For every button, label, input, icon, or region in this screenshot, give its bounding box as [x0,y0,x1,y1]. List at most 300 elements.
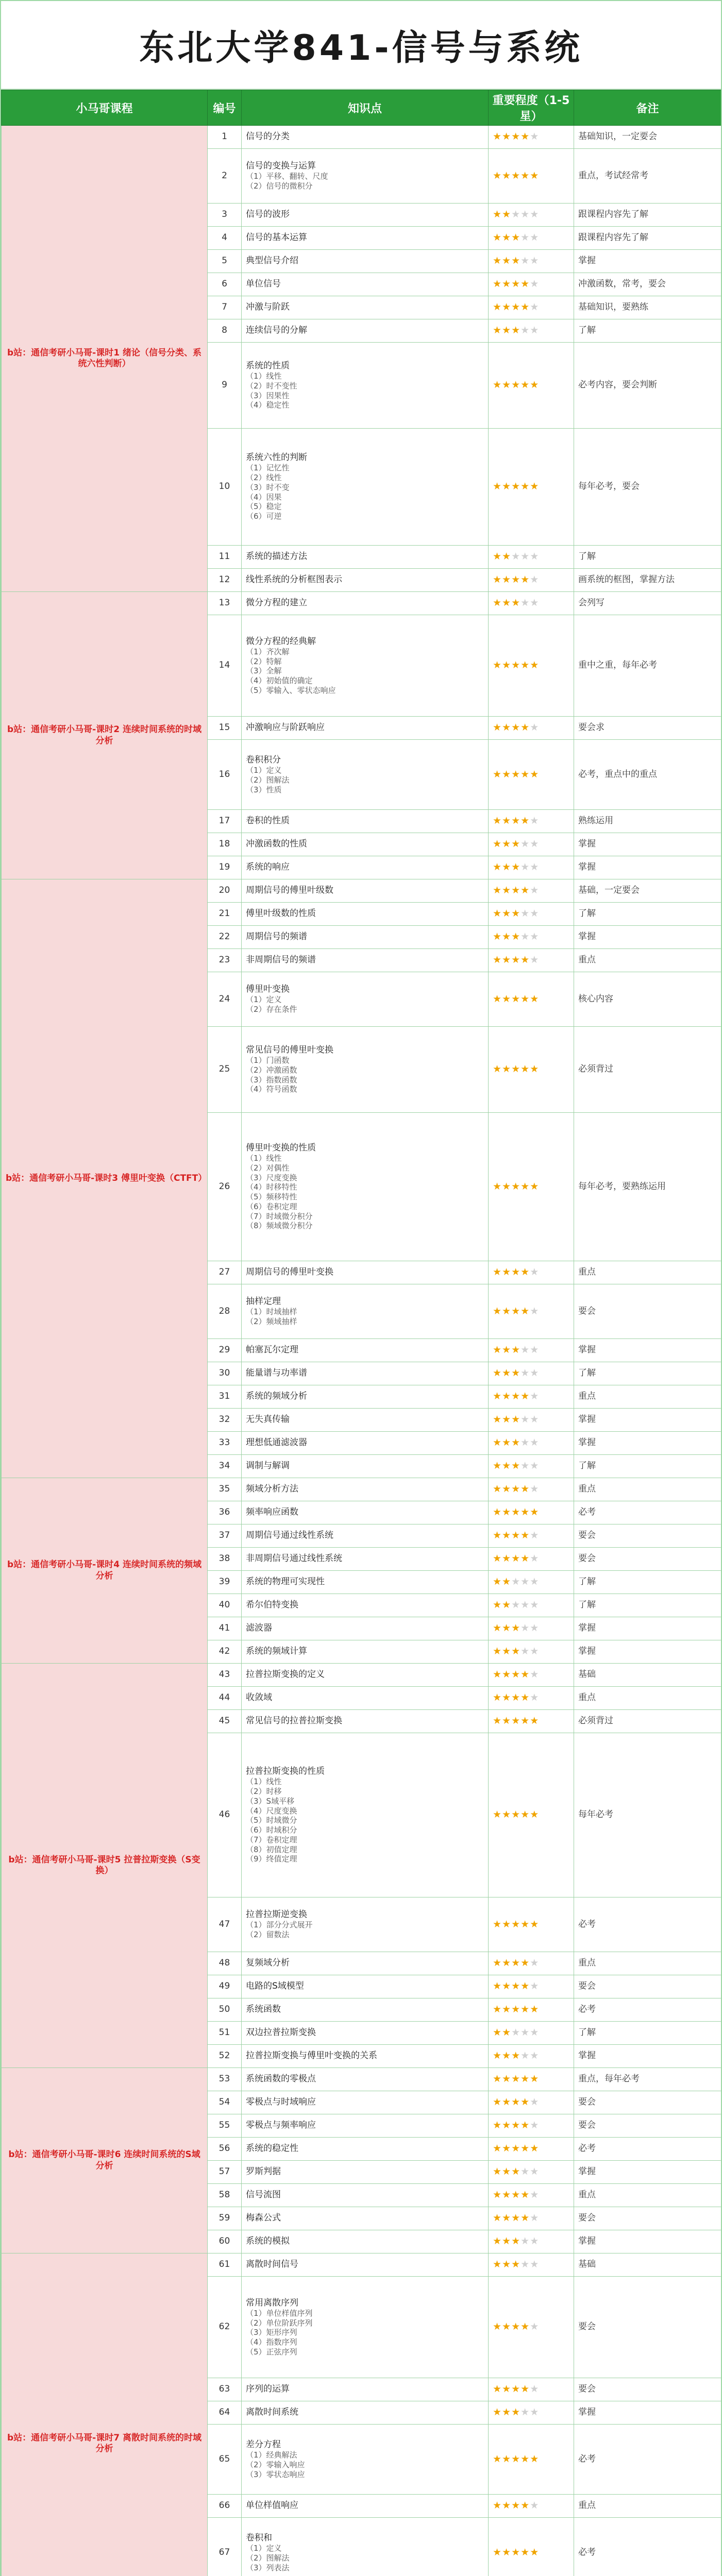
star-icon: ★ [502,1576,512,1588]
star-icon: ★ [493,722,502,734]
star-icon: ★ [493,2500,502,2512]
star-icon: ★ [502,1460,512,1472]
importance-rating [489,273,574,296]
star-icon: ★ [511,1715,521,1727]
row-number: 47 [208,1897,242,1952]
star-icon: ★ [520,301,530,313]
knowledge-point-title: 序列的运算 [246,2384,290,2395]
importance-rating [489,1617,574,1640]
star-icon: ★ [511,861,521,873]
knowledge-point-cell [242,1710,489,1733]
star-icon: ★ [520,1530,530,1541]
star-icon: ★ [530,1305,540,1317]
note-cell: 基础知识，要熟练 [574,296,721,319]
note-cell: 掌握 [574,926,721,949]
row-number: 25 [208,1027,242,1113]
note-cell: 掌握 [574,1640,721,1664]
star-icon: ★ [511,722,521,734]
importance-rating [489,319,574,343]
header-number: 编号 [208,90,242,126]
note-cell: 掌握 [574,2230,721,2253]
star-icon: ★ [493,768,502,780]
star-icon: ★ [530,209,540,221]
star-icon: ★ [520,1344,530,1356]
row-number: 38 [208,1548,242,1571]
star-icon: ★ [511,2189,521,2201]
knowledge-point-title: 单位样值响应 [246,2500,298,2511]
star-icon: ★ [511,301,521,313]
star-icon: ★ [530,2453,540,2465]
star-icon: ★ [502,908,512,920]
note-cell: 基础知识，一定要会 [574,126,721,149]
star-icon: ★ [493,1599,502,1611]
star-icon: ★ [530,170,540,181]
star-icon: ★ [520,1669,530,1681]
row-number: 20 [208,879,242,903]
star-icon: ★ [493,131,502,143]
course-unit-cell: b站：通信考研小马哥-课时7 离散时间系统的时域分析 [2,2253,208,2576]
star-icon: ★ [520,659,530,671]
note-cell: 重中之重，每年必考 [574,615,721,717]
star-icon: ★ [493,2143,502,2155]
star-icon: ★ [502,1530,512,1541]
star-icon: ★ [520,597,530,609]
star-icon: ★ [520,170,530,181]
importance-rating [489,856,574,879]
star-icon: ★ [493,2546,502,2558]
star-icon: ★ [520,1622,530,1634]
knowledge-point-cell [242,1339,489,1362]
importance-rating [489,1710,574,1733]
knowledge-subpoint: （1）平移、翻转、尺度 [246,172,328,181]
knowledge-point-title: 频率响应函数 [246,1507,298,1518]
star-icon: ★ [502,931,512,943]
knowledge-point-cell [242,2277,489,2378]
star-icon: ★ [502,885,512,896]
note-cell: 必考 [574,2138,721,2161]
star-icon: ★ [530,1980,540,1992]
knowledge-subpoint: （1）门函数 [246,1056,290,1065]
importance-rating [489,1998,574,2022]
star-icon: ★ [502,1063,512,1075]
knowledge-subpoint: （2）零输入响应 [246,2460,305,2469]
knowledge-point-title: 微分方程的建立 [246,598,307,608]
star-icon: ★ [502,1180,512,1192]
knowledge-point-title: 信号的变换与运算 [246,161,316,172]
row-number: 41 [208,1617,242,1640]
knowledge-subpoint: （3）因果性 [246,391,290,400]
star-icon: ★ [511,131,521,143]
star-icon: ★ [520,1553,530,1565]
star-icon: ★ [511,1460,521,1472]
star-icon: ★ [511,232,521,244]
star-icon: ★ [530,2546,540,2558]
star-icon: ★ [493,301,502,313]
row-number: 24 [208,972,242,1027]
row-number: 7 [208,296,242,319]
knowledge-point-cell [242,592,489,615]
row-number: 22 [208,926,242,949]
knowledge-point-cell [242,2378,489,2401]
star-icon: ★ [530,1414,540,1426]
star-icon: ★ [493,861,502,873]
knowledge-point-cell [242,2091,489,2114]
row-number: 34 [208,1455,242,1478]
star-icon: ★ [530,2050,540,2062]
row-number: 28 [208,1284,242,1339]
star-icon: ★ [493,379,502,391]
star-icon: ★ [530,908,540,920]
page-title: 东北大学841-信号与系统 [139,27,583,69]
star-icon: ★ [493,278,502,290]
star-icon: ★ [530,768,540,780]
note-cell: 画系统的框图，掌握方法 [574,569,721,592]
knowledge-subpoint: （1）线性 [246,1777,282,1787]
star-icon: ★ [511,2120,521,2131]
star-icon: ★ [520,815,530,827]
importance-rating [489,2184,574,2207]
knowledge-subpoint: （5）频移特性 [246,1192,297,1202]
importance-rating [489,810,574,833]
star-icon: ★ [511,278,521,290]
star-icon: ★ [520,574,530,586]
note-cell: 要会 [574,2114,721,2138]
star-icon: ★ [502,255,512,267]
star-icon: ★ [530,232,540,244]
knowledge-point-cell [242,1952,489,1975]
knowledge-point-title: 傅里叶变换的性质 [246,1142,316,1153]
importance-rating [489,1594,574,1617]
star-icon: ★ [493,2453,502,2465]
knowledge-point-cell [242,227,489,250]
star-icon: ★ [530,1180,540,1192]
star-icon: ★ [511,481,521,493]
note-cell: 了解 [574,2022,721,2045]
note-cell: 熟练运用 [574,810,721,833]
note-cell: 必须背过 [574,1027,721,1113]
importance-rating [489,903,574,926]
star-icon: ★ [511,1646,521,1657]
table-row [2,126,721,149]
star-icon: ★ [511,170,521,181]
knowledge-point-title: 拉普拉斯变换与傅里叶变换的关系 [246,2050,377,2061]
star-icon: ★ [511,1414,521,1426]
knowledge-point-cell [242,1027,489,1113]
importance-rating [489,204,574,227]
importance-rating [489,250,574,273]
note-cell: 要会 [574,2378,721,2401]
table-row [2,2253,721,2277]
knowledge-point-title: 单位信号 [246,279,281,290]
knowledge-point-cell [242,1432,489,1455]
note-cell: 了解 [574,1594,721,1617]
star-icon: ★ [520,481,530,493]
star-icon: ★ [520,885,530,896]
knowledge-point-title: 差分方程 [246,2439,281,2450]
row-number: 59 [208,2207,242,2230]
importance-rating [489,1362,574,1385]
knowledge-point-title: 频域分析方法 [246,1484,298,1495]
note-cell: 每年必考，要会 [574,429,721,546]
star-icon: ★ [520,2143,530,2155]
row-number: 18 [208,833,242,856]
star-icon: ★ [520,2050,530,2062]
knowledge-point-title: 冲激与阶跃 [246,302,290,313]
star-icon: ★ [520,908,530,920]
star-icon: ★ [530,481,540,493]
star-icon: ★ [502,861,512,873]
knowledge-point-cell [242,2253,489,2277]
star-icon: ★ [493,2259,502,2270]
knowledge-point-cell [242,810,489,833]
importance-rating [489,879,574,903]
note-cell: 掌握 [574,1409,721,1432]
row-number: 55 [208,2114,242,2138]
importance-rating [489,2022,574,2045]
star-icon: ★ [530,1266,540,1278]
note-cell: 基础 [574,1664,721,1687]
knowledge-point-cell [242,1524,489,1548]
knowledge-point-cell [242,1687,489,1710]
knowledge-point-cell [242,343,489,429]
note-cell: 必考，重点中的重点 [574,740,721,810]
star-icon: ★ [502,574,512,586]
knowledge-point-cell [242,273,489,296]
importance-rating [489,2138,574,2161]
star-icon: ★ [520,1506,530,1518]
star-icon: ★ [520,931,530,943]
knowledge-point-title: 理想低通滤波器 [246,1437,307,1448]
star-icon: ★ [530,255,540,267]
table-header-row [2,90,721,126]
star-icon: ★ [520,838,530,850]
row-number: 23 [208,949,242,972]
knowledge-subpoint: （4）指数序列 [246,2337,297,2347]
star-icon: ★ [530,993,540,1005]
star-icon: ★ [502,1692,512,1704]
importance-rating [489,2401,574,2425]
note-cell: 基础 [574,2253,721,2277]
knowledge-subpoint: （2）频域抽样 [246,1317,297,1327]
knowledge-subpoint: （1）记忆性 [246,463,290,473]
knowledge-subpoint: （1）线性 [246,371,282,381]
star-icon: ★ [511,2073,521,2085]
importance-rating [489,1027,574,1113]
star-icon: ★ [520,1692,530,1704]
star-icon: ★ [511,2383,521,2395]
star-icon: ★ [530,2235,540,2247]
star-icon: ★ [502,2073,512,2085]
importance-rating [489,1664,574,1687]
star-icon: ★ [530,1367,540,1379]
star-icon: ★ [493,2383,502,2395]
star-icon: ★ [493,1180,502,1192]
star-icon: ★ [493,2321,502,2333]
knowledge-point-title: 双边拉普拉斯变换 [246,2027,316,2038]
row-number: 21 [208,903,242,926]
knowledge-subpoint: （3）列表法 [246,2563,290,2572]
knowledge-point-cell [242,1733,489,1897]
course-unit-cell: b站：通信考研小马哥-课时2 连续时间系统的时域分析 [2,592,208,879]
row-number: 11 [208,546,242,569]
knowledge-point-cell [242,2518,489,2576]
knowledge-point-title: 系统的模拟 [246,2236,290,2247]
star-icon: ★ [530,1918,540,1930]
row-number: 56 [208,2138,242,2161]
star-icon: ★ [493,2166,502,2178]
knowledge-point-cell [242,833,489,856]
row-number: 65 [208,2425,242,2495]
knowledge-subpoint: （4）时移特性 [246,1182,297,1192]
row-number: 61 [208,2253,242,2277]
title-bar [1,1,721,90]
importance-rating [489,1339,574,1362]
row-number: 48 [208,1952,242,1975]
star-icon: ★ [520,1599,530,1611]
star-icon: ★ [530,815,540,827]
star-icon: ★ [520,1305,530,1317]
knowledge-point-title: 系统的频域分析 [246,1391,307,1402]
knowledge-point-cell [242,149,489,204]
star-icon: ★ [511,2004,521,2015]
knowledge-point-title: 电路的S域模型 [246,1981,304,1992]
importance-rating [489,2230,574,2253]
knowledge-subpoint: （2）冲激函数 [246,1065,297,1075]
star-icon: ★ [520,1460,530,1472]
knowledge-point-cell [242,1261,489,1284]
star-icon: ★ [511,1809,521,1821]
importance-rating [489,1952,574,1975]
knowledge-point-cell [242,546,489,569]
star-icon: ★ [502,1669,512,1681]
star-icon: ★ [493,209,502,221]
star-icon: ★ [493,1957,502,1969]
note-cell: 必考 [574,2518,721,2576]
star-icon: ★ [493,1622,502,1634]
star-icon: ★ [493,481,502,493]
star-icon: ★ [502,2004,512,2015]
knowledge-point-title: 傅里叶变换 [246,984,290,995]
knowledge-point-title: 能量谱与功率谱 [246,1368,307,1379]
importance-rating [489,2091,574,2114]
star-icon: ★ [502,2500,512,2512]
star-icon: ★ [502,551,512,563]
table-row [2,879,721,903]
row-number: 32 [208,1409,242,1432]
star-icon: ★ [511,2406,521,2418]
star-icon: ★ [520,1957,530,1969]
star-icon: ★ [520,2027,530,2039]
note-cell: 跟课程内容先了解 [574,227,721,250]
star-icon: ★ [520,551,530,563]
knowledge-point-title: 常见信号的拉普拉斯变换 [246,1716,342,1726]
note-cell: 必考 [574,1897,721,1952]
knowledge-point-cell [242,2184,489,2207]
star-icon: ★ [530,838,540,850]
note-cell: 必须背过 [574,1710,721,1733]
star-icon: ★ [511,993,521,1005]
star-icon: ★ [502,838,512,850]
row-number: 67 [208,2518,242,2576]
importance-rating [489,1261,574,1284]
knowledge-point-title: 周期信号的傅里叶级数 [246,885,333,896]
knowledge-point-cell [242,740,489,810]
knowledge-subpoint: （2）特解 [246,656,282,666]
row-number: 2 [208,149,242,204]
note-cell: 重点 [574,1478,721,1501]
importance-rating [489,296,574,319]
row-number: 12 [208,569,242,592]
importance-rating [489,2253,574,2277]
star-icon: ★ [511,659,521,671]
star-icon: ★ [502,2096,512,2108]
knowledge-subpoint: （2）图解法 [246,2553,290,2563]
knowledge-point-cell [242,1617,489,1640]
star-icon: ★ [502,1553,512,1565]
knowledge-point-cell [242,2401,489,2425]
note-cell: 重点，每年必考 [574,2068,721,2091]
star-icon: ★ [530,2259,540,2270]
star-icon: ★ [530,861,540,873]
star-icon: ★ [530,2321,540,2333]
knowledge-point-title: 罗斯判据 [246,2166,281,2177]
knowledge-subpoint: （3）全解 [246,666,282,676]
star-icon: ★ [502,2546,512,2558]
knowledge-subpoint: （6）卷积定理 [246,1201,297,1211]
star-icon: ★ [493,1576,502,1588]
importance-rating [489,1409,574,1432]
star-icon: ★ [493,2073,502,2085]
row-number: 63 [208,2378,242,2401]
star-icon: ★ [502,2166,512,2178]
star-icon: ★ [520,2383,530,2395]
row-number: 9 [208,343,242,429]
star-icon: ★ [520,131,530,143]
note-cell: 要会 [574,1284,721,1339]
star-icon: ★ [530,2073,540,2085]
star-icon: ★ [530,2096,540,2108]
note-cell: 重点 [574,1687,721,1710]
knowledge-subpoint: （1）时域抽样 [246,1307,297,1317]
star-icon: ★ [520,1809,530,1821]
row-number: 37 [208,1524,242,1548]
star-icon: ★ [511,815,521,827]
knowledge-point-cell [242,879,489,903]
star-icon: ★ [502,170,512,181]
knowledge-point-cell [242,1548,489,1571]
note-cell: 基础，一定要会 [574,879,721,903]
star-icon: ★ [502,278,512,290]
table-body [2,126,721,2576]
star-icon: ★ [493,1553,502,1565]
knowledge-point-cell [242,1897,489,1952]
star-icon: ★ [520,2120,530,2131]
knowledge-subpoint: （3）性质 [246,785,282,794]
row-number: 52 [208,2045,242,2068]
knowledge-subpoint: （2）时移 [246,1787,282,1796]
note-cell: 了解 [574,1571,721,1594]
star-icon: ★ [530,1344,540,1356]
star-icon: ★ [502,722,512,734]
knowledge-subpoint: （4）初始值的确定 [246,676,313,685]
note-cell: 重点 [574,2184,721,2207]
header-notes: 备注 [574,90,721,126]
star-icon: ★ [511,325,521,336]
star-icon: ★ [493,1646,502,1657]
star-icon: ★ [493,1669,502,1681]
row-number: 27 [208,1261,242,1284]
note-cell: 掌握 [574,1432,721,1455]
